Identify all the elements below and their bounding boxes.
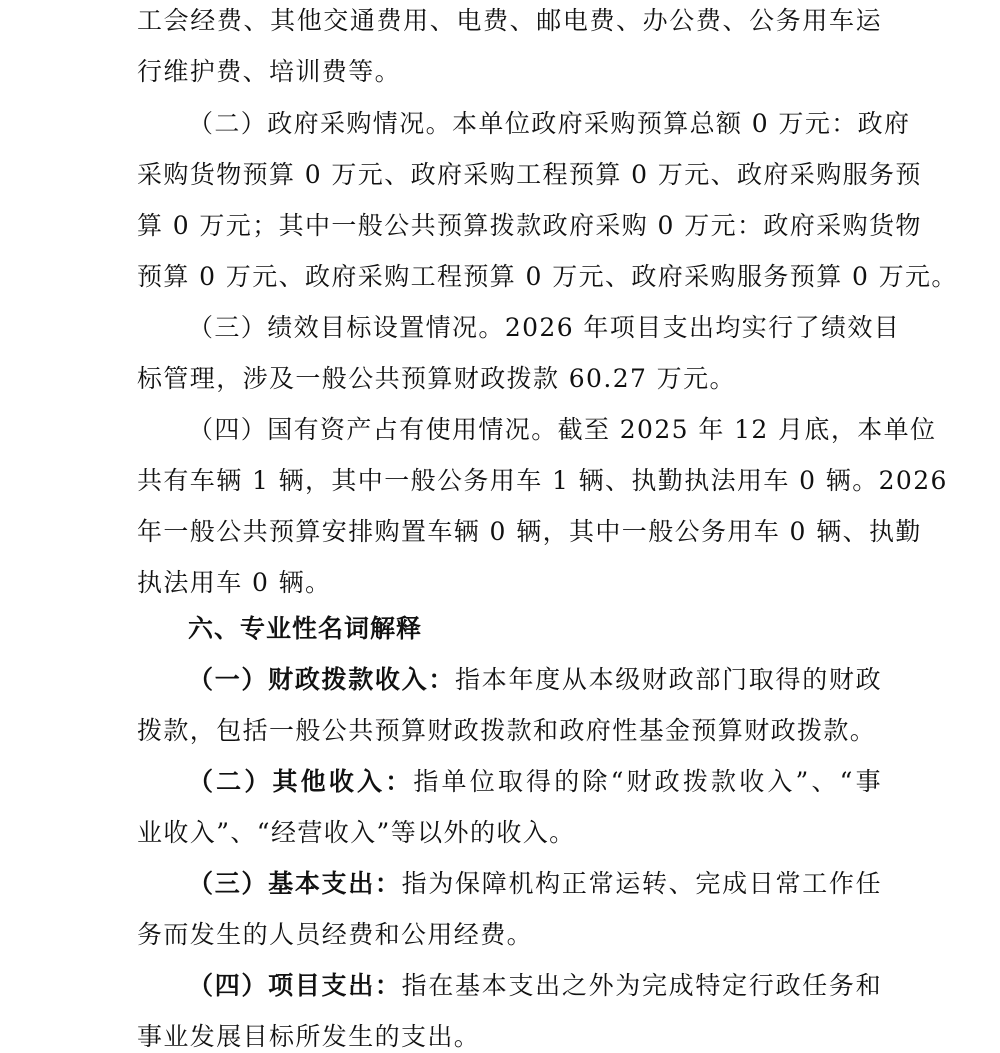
term-definition-first-line <box>188 971 882 1001</box>
term-text: 指单位取得的除“财政拨款收入”、“事 <box>413 767 883 796</box>
paragraph-line: 共有车辆 1 辆，其中一般公务用车 1 辆、执勤执法用车 0 辆。2026 <box>137 466 948 495</box>
paragraph-line: 执法用车 0 辆。 <box>137 568 332 597</box>
assets-text: 截至 2025 年 12 月底，本单位 <box>557 415 937 444</box>
term-definition-first-line <box>188 665 882 695</box>
section-heading: 六、专业性名词解释 <box>188 614 423 643</box>
paragraph-line: 算 0 万元；其中一般公共预算拨款政府采购 0 万元：政府采购货物 <box>137 211 922 240</box>
paragraph-line: 务而发生的人员经费和公用经费。 <box>137 920 534 949</box>
paragraph-line: 拨款，包括一般公共预算财政拨款和政府性基金预算财政拨款。 <box>137 716 877 745</box>
term-label: （三）基本支出： <box>188 869 402 898</box>
term-text: 指在基本支出之外为完成特定行政任务和 <box>401 971 883 1000</box>
paragraph-line: 工会经费、其他交通费用、电费、邮电费、办公费、公务用车运 <box>137 6 882 35</box>
paragraph-line: 采购货物预算 0 万元、政府采购工程预算 0 万元、政府采购服务预 <box>137 160 922 189</box>
paragraph-line: 预算 0 万元、政府采购工程预算 0 万元、政府采购服务预算 0 万元。 <box>137 262 958 291</box>
assets-label: （四）国有资产占有使用情况。 <box>188 415 558 444</box>
assets-paragraph-first-line <box>188 415 937 445</box>
performance-label: （三）绩效目标设置情况。 <box>188 313 505 342</box>
paragraph-line: 年一般公共预算安排购置车辆 0 辆，其中一般公务用车 0 辆、执勤 <box>137 517 922 546</box>
term-label: （四）项目支出： <box>188 971 402 1000</box>
term-label: （二）其他收入： <box>188 767 414 796</box>
performance-text: 2026 年项目支出均实行了绩效目 <box>504 313 901 342</box>
term-label: （一）财政拨款收入： <box>188 665 456 694</box>
term-text: 指为保障机构正常运转、完成日常工作任 <box>401 869 883 898</box>
paragraph-line: 事业发展目标所发生的支出。 <box>137 1022 481 1051</box>
paragraph-line: 业收入”、“经营收入”等以外的收入。 <box>137 818 576 847</box>
paragraph-line: 标管理，涉及一般公共预算财政拨款 60.27 万元。 <box>137 364 736 393</box>
procurement-text: 本单位政府采购预算总额 0 万元：政府 <box>452 109 911 138</box>
term-definition-first-line <box>188 869 882 899</box>
term-definition-first-line <box>188 767 882 797</box>
paragraph-line: 行维护费、培训费等。 <box>137 57 402 86</box>
procurement-paragraph-first-line <box>188 109 911 139</box>
procurement-label: （二）政府采购情况。 <box>188 109 453 138</box>
performance-paragraph-first-line <box>188 313 901 343</box>
term-text: 指本年度从本级财政部门取得的财政 <box>455 665 882 694</box>
